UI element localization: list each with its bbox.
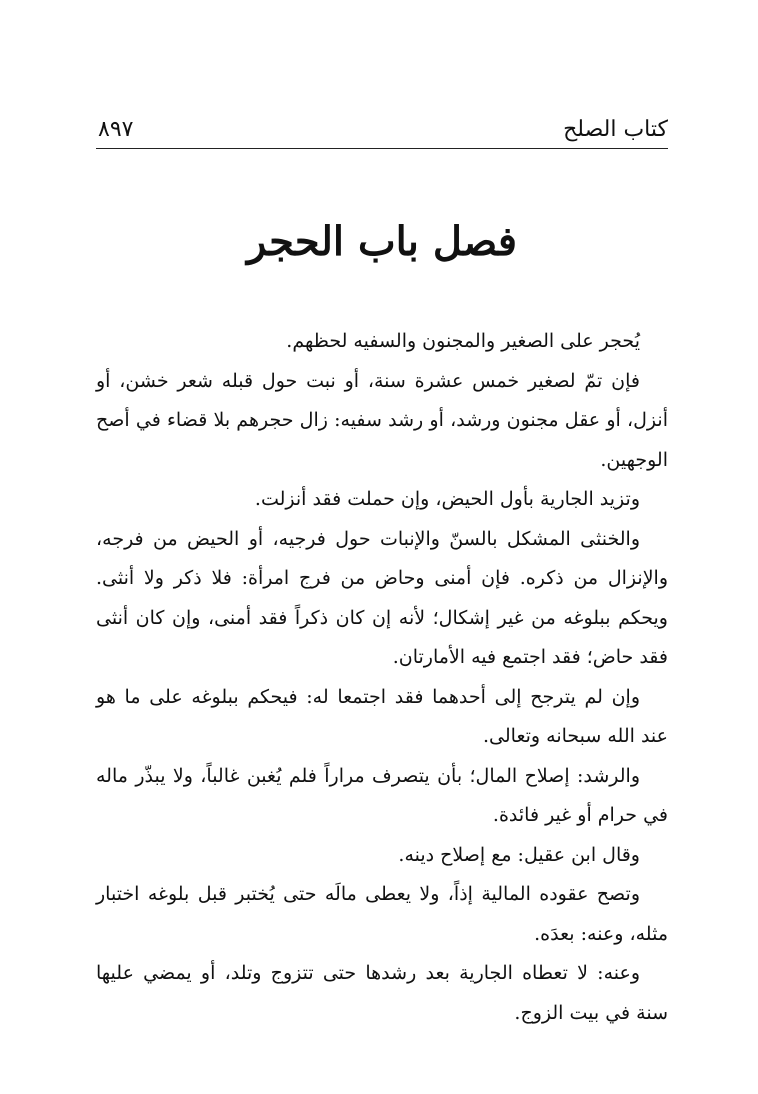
paragraph: فإن تمّ لصغير خمس عشرة سنة، أو نبت حول قبله شعر خشن، أو أنزل، أو عقل مجنون ورشد، أو رشد سفيه: زال حجرهم بلا قضاء في أصح الوجهين. <box>96 369 668 471</box>
paragraph: والرشد: إصلاح المال؛ بأن يتصرف مراراً فلم يُغبن غالباً، ولا يبذّر ماله في حرام أو غير فائدة. <box>96 764 668 826</box>
paragraph: وتصح عقوده المالية إذاً، ولا يعطى مالَه حتى يُختبر قبل بلوغه اختبار مثله، وعنه: بعدَه. <box>96 883 668 945</box>
paragraph: يُحجر على الصغير والمجنون والسفيه لحظهم. <box>286 330 640 352</box>
paragraph: وقال ابن عقيل: مع إصلاح دينه. <box>398 843 640 866</box>
running-title: كتاب الصلح <box>563 117 668 142</box>
paragraph: وتزيد الجارية بأول الحيض، وإن حملت فقد أنزلت. <box>254 488 640 510</box>
chapter-title: فصل باب الحجر <box>247 218 517 265</box>
paragraph: وإن لم يترجح إلى أحدهما فقد اجتمعا له: فيحكم ببلوغه على ما هو عند الله سبحانه وتعالى. <box>96 685 668 747</box>
page-number: ٨٩٧ <box>98 117 134 142</box>
body-text <box>96 322 668 1033</box>
paragraph: والخنثى المشكل بالسنّ والإنبات حول فرجيه، أو الحيض من فرجه، والإنزال من ذكره. فإن أمنى وحاض من فرج امرأة: فلا ذكر ولا أنثى. ويحكم ببلوغه من غير إشكال؛ لأنه إن كان ذكراً فقد أمنى، وإن كان أنثى فقد حاض؛ فقد اجتمع فيه الأمارتان. <box>96 527 668 668</box>
paragraph: وعنه: لا تعطاه الجارية بعد رشدها حتى تتزوج وتلد، أو يمضي عليها سنة في بيت الزوج. <box>96 962 668 1024</box>
running-header <box>96 112 668 149</box>
